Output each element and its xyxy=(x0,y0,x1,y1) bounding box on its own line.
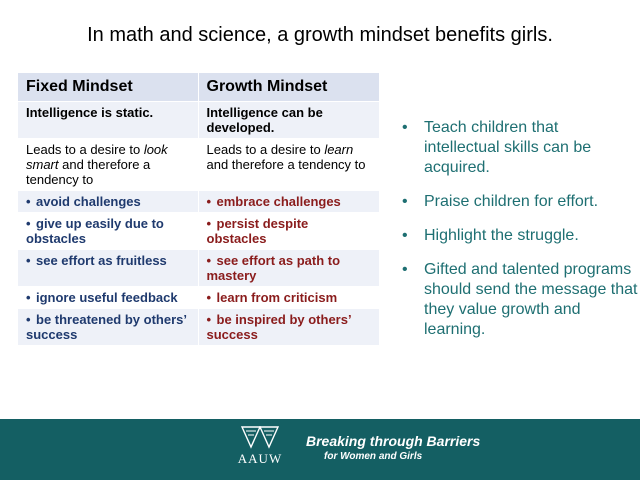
fixed-bullet-cell xyxy=(18,286,198,308)
bullet-icon: • xyxy=(206,193,212,209)
fixed-intelligence-cell: Intelligence is static. xyxy=(18,101,198,138)
list-item xyxy=(398,226,638,246)
recommendation-text: Praise children for effort. xyxy=(424,193,599,210)
recommendation-text: Gifted and talented programs should send the message that they value growth and learning. xyxy=(424,261,638,338)
fixed-bullet-cell xyxy=(18,308,198,345)
tagline-sub: for Women and Girls xyxy=(324,451,423,462)
growth-desire-cell xyxy=(198,138,379,190)
table-header-row xyxy=(18,73,379,101)
growth-bullet-text: embrace challenges xyxy=(216,193,341,209)
growth-mindset-header: Growth Mindset xyxy=(198,73,379,101)
growth-bullet-cell xyxy=(198,308,379,345)
bullet-icon: • xyxy=(26,311,31,327)
bullet-icon: • xyxy=(402,119,408,136)
growth-bullet-text: be inspired by others’ success xyxy=(206,311,351,342)
fixed-bullet-text: see effort as fruitless xyxy=(36,252,167,268)
growth-bullet-text: learn from criticism xyxy=(216,289,338,305)
tagline xyxy=(306,433,480,462)
list-item xyxy=(398,192,638,212)
tagline-main: Breaking through Barriers xyxy=(306,433,481,449)
fixed-desire-cell xyxy=(18,138,198,190)
growth-desire-emphasis: learn xyxy=(324,141,354,157)
fixed-desire-emphasis: look smart xyxy=(26,141,168,172)
list-item xyxy=(398,118,638,178)
footer-band xyxy=(0,419,640,480)
growth-bullet-text: see effort as path to mastery xyxy=(206,252,341,283)
growth-bullet-cell xyxy=(198,286,379,308)
recommendation-text: Highlight the struggle. xyxy=(424,227,579,244)
bullet-icon: • xyxy=(206,289,212,305)
bullet-icon: • xyxy=(402,193,408,210)
table-row xyxy=(18,138,379,190)
bullet-icon: • xyxy=(206,311,212,327)
bullet-icon: • xyxy=(26,193,31,209)
table-row xyxy=(18,249,379,286)
table-row xyxy=(18,308,379,345)
slide-title: In math and science, a growth mindset benefits girls. xyxy=(87,24,553,46)
fixed-desire-after: and therefore a tendency to xyxy=(26,156,151,187)
aauw-logo xyxy=(232,425,288,475)
aauw-emblem-icon xyxy=(240,425,280,449)
bullet-icon: • xyxy=(402,227,408,244)
bullet-icon: • xyxy=(26,215,31,231)
fixed-bullet-text: ignore useful feedback xyxy=(36,289,178,305)
fixed-bullet-text: avoid challenges xyxy=(36,193,141,209)
bullet-icon: • xyxy=(206,215,212,231)
growth-bullet-cell xyxy=(198,212,379,249)
mindset-comparison-table xyxy=(18,73,380,345)
bullet-icon: • xyxy=(206,252,212,268)
growth-bullet-cell xyxy=(198,190,379,212)
fixed-desire-before: Leads to a desire to xyxy=(26,141,144,157)
growth-desire-before: Leads to a desire to xyxy=(206,141,325,157)
table-row xyxy=(18,190,379,212)
logo-wordmark: AAUW xyxy=(237,451,283,466)
recommendations-list xyxy=(398,118,638,354)
growth-bullet-text: persist despite obstacles xyxy=(206,215,309,246)
bullet-icon: • xyxy=(26,289,31,305)
fixed-bullet-text: give up easily due to obstacles xyxy=(26,215,164,246)
table-row xyxy=(18,101,379,138)
fixed-mindset-header: Fixed Mindset xyxy=(18,73,198,101)
fixed-bullet-text: be threatened by others’ success xyxy=(26,311,187,342)
growth-bullet-cell xyxy=(198,249,379,286)
fixed-bullet-cell xyxy=(18,249,198,286)
fixed-bullet-cell xyxy=(18,190,198,212)
list-item xyxy=(398,260,638,340)
growth-intelligence-cell: Intelligence can be developed. xyxy=(198,101,379,138)
recommendation-text: Teach children that intellectual skills can be acquired. xyxy=(424,119,592,176)
bullet-icon: • xyxy=(402,261,408,278)
bullet-icon: • xyxy=(26,252,31,268)
table-row xyxy=(18,286,379,308)
table-row xyxy=(18,212,379,249)
growth-desire-after: and therefore a tendency to xyxy=(206,156,366,172)
fixed-bullet-cell xyxy=(18,212,198,249)
